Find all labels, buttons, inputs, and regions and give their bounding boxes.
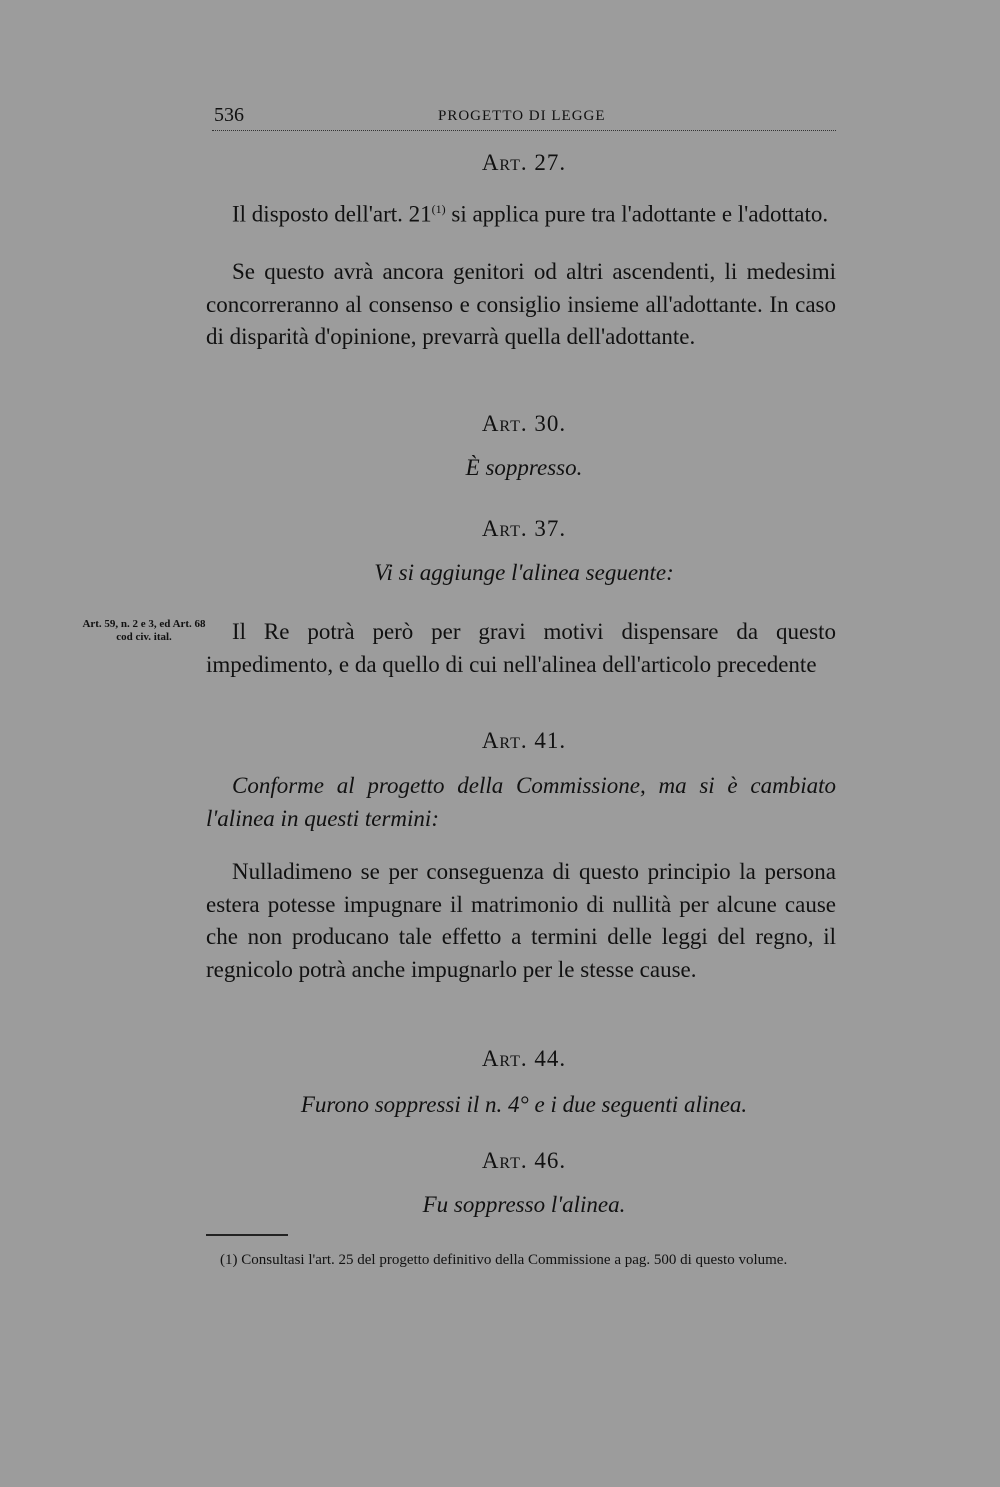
- footnote: (1) Consultasi l'art. 25 del progetto definitivo della Commissione a pag. 500 di questo volume.: [220, 1252, 788, 1268]
- article-37-note: Vi si aggiunge l'alinea seguente:: [374, 560, 674, 585]
- article-27-text-end: si applica pure tra l'adottante e l'adottato.: [445, 201, 829, 227]
- article-heading-37: Art. 37.: [481, 516, 567, 541]
- article-27-paragraph-2: Se questo avrà ancora genitori od altri ascendenti, li medesimi concorreranno al consenso e consiglio insieme all'adottante. In caso di disparità d'opinione, prevarrà quella dell'adottante.: [206, 259, 836, 349]
- margin-note: Art. 59, n. 2 e 3, ed Art. 68 cod civ. ital.: [82, 618, 206, 643]
- article-27-text-start: Il disposto dell'art. 21: [232, 201, 432, 227]
- footnote-rule: [206, 1234, 288, 1236]
- article-27-paragraph-1: [206, 193, 836, 231]
- article-heading-41: Art. 41.: [481, 728, 567, 753]
- article-44-note: Furono soppressi il n. 4° e i due seguenti alinea.: [300, 1092, 748, 1117]
- running-title: PROGETTO DI LEGGE: [438, 108, 606, 124]
- article-41-text: Nulladimeno se per conseguenza di questo principio la persona estera potesse impugnare il matrimonio di nullità per alcune cause che non producano tale effetto a termini delle leggi del regno, il regnicolo potrà anche impugnarlo per le stesse cause.: [206, 859, 836, 982]
- article-heading-44: Art. 44.: [481, 1046, 567, 1071]
- article-46-note: Fu soppresso l'alinea.: [422, 1192, 626, 1217]
- page-number: 536: [214, 104, 244, 126]
- article-37-text: Il Re potrà però per gravi motivi dispensare da questo impedimento, e da quello di cui nell'alinea dell'articolo precedente: [206, 619, 836, 677]
- article-30-note: È soppresso.: [465, 455, 583, 480]
- article-heading-46: Art. 46.: [481, 1148, 567, 1173]
- footnote-reference: (1): [431, 202, 446, 216]
- article-41-note: Conforme al progetto della Commissione, ma si è cambiato l'alinea in questi termini:: [206, 773, 836, 831]
- page-header: [212, 104, 836, 131]
- article-heading-27: Art. 27.: [481, 150, 567, 175]
- article-heading-30: Art. 30.: [481, 411, 567, 436]
